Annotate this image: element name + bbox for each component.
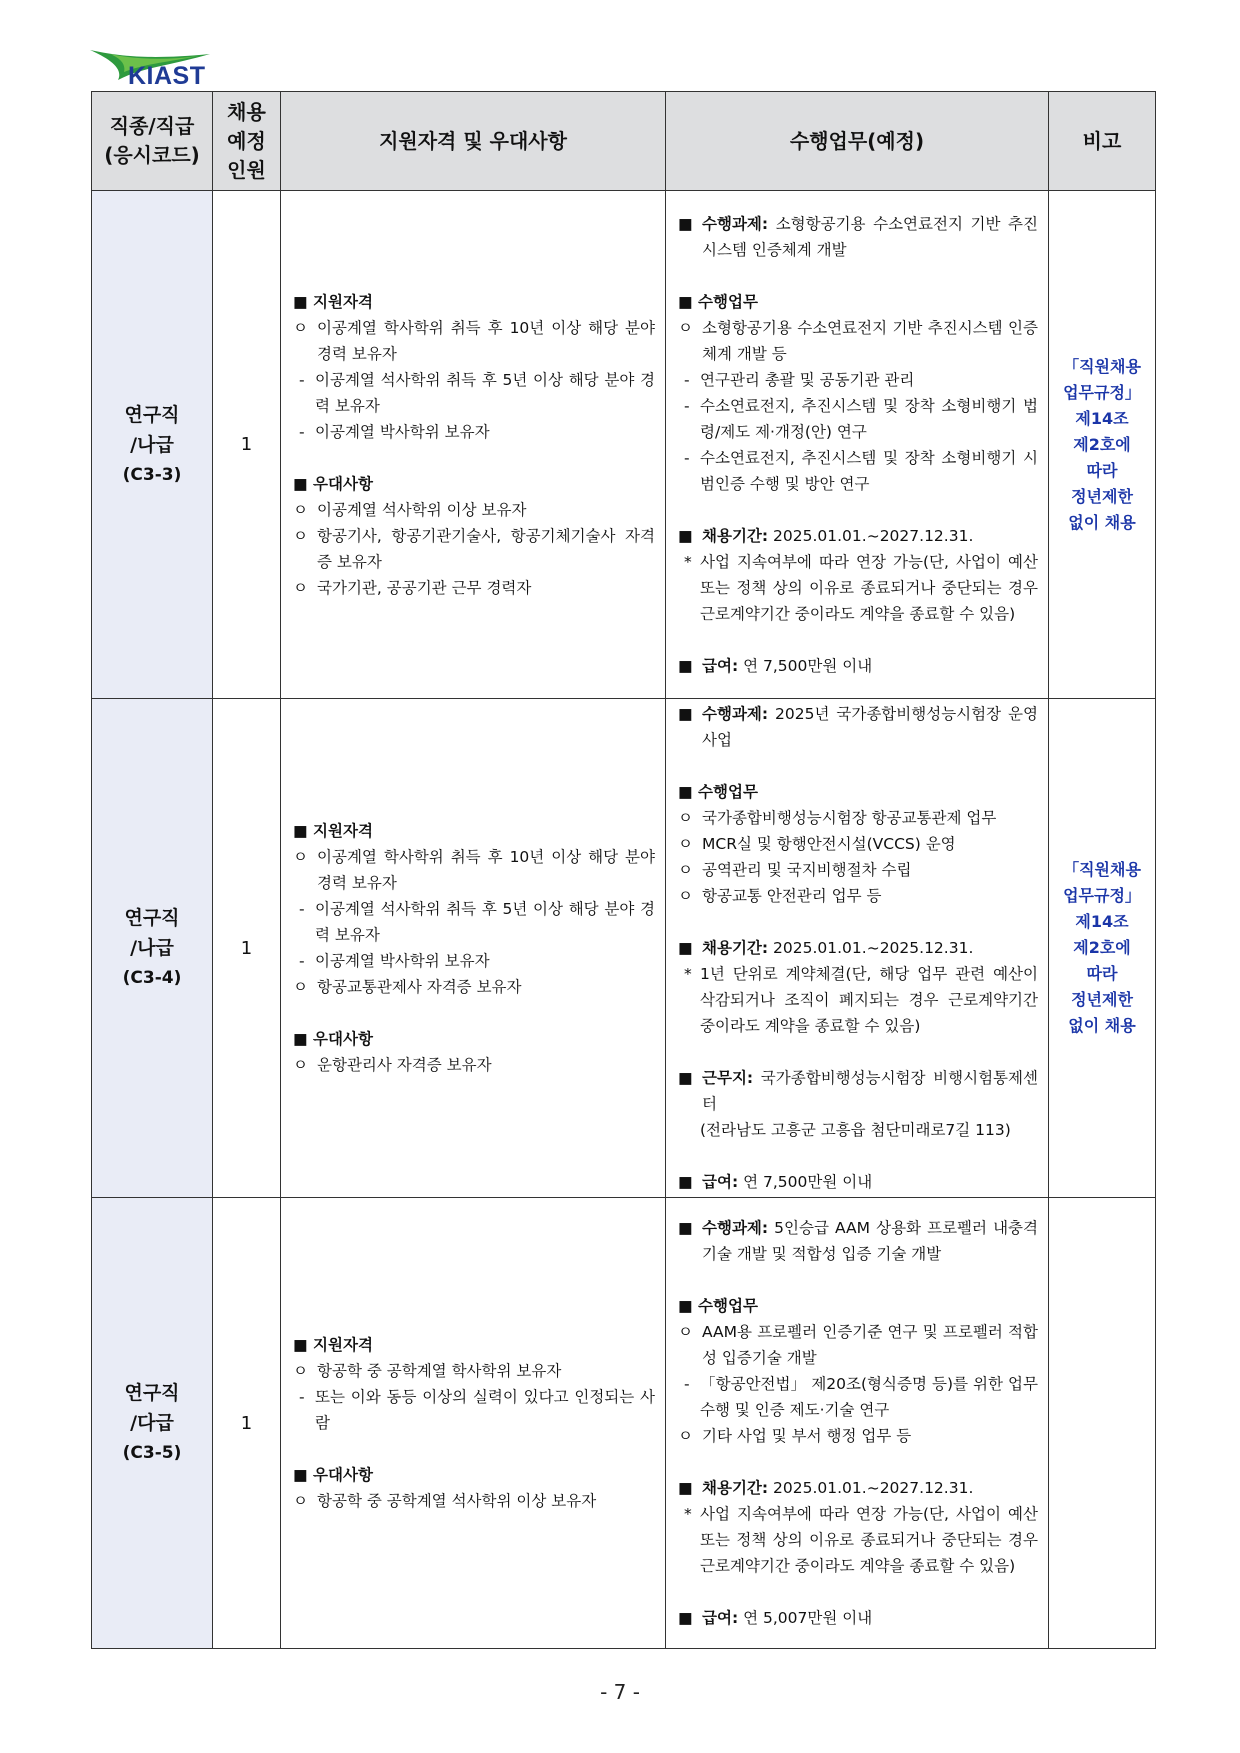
note-line: 「직원채용 — [1063, 356, 1141, 376]
circle-bullet-item — [293, 1052, 655, 1078]
item-text: 「항공안전법」 제20조(형식증명 등)를 위한 업무수행 및 인증 제도·기술 연구 — [700, 1375, 1038, 1419]
spacer — [678, 1449, 1038, 1475]
spacer — [678, 1143, 1038, 1169]
dash-item — [678, 393, 1038, 445]
square-bullet-icon: ■ — [678, 214, 693, 233]
section-heading — [293, 471, 655, 497]
dash-item — [293, 367, 655, 419]
header-note: 비고 — [1049, 92, 1156, 191]
section-heading — [678, 779, 1038, 805]
item-text: 운항관리사 자격증 보유자 — [317, 1056, 492, 1074]
item-label: 수행과제: — [702, 1219, 769, 1237]
hire-count: 1 — [213, 699, 281, 1198]
labeled-item — [678, 1605, 1038, 1631]
header-tasks: 수행업무(예정) — [666, 92, 1049, 191]
item-label: 수행과제: — [702, 214, 769, 233]
note-line: 정년제한 — [1071, 486, 1133, 506]
section-heading-text: ■ 지원자격 — [293, 822, 373, 840]
section-heading — [293, 818, 655, 844]
job-grade: /나급 — [130, 433, 174, 456]
dash-bullet-icon: - — [684, 448, 690, 467]
logo-text: KIAST — [128, 62, 206, 90]
job-grade: /나급 — [130, 937, 174, 959]
dash-bullet-icon: - — [299, 370, 305, 389]
spacer — [293, 445, 655, 471]
section-heading-text: ■ 수행업무 — [678, 292, 758, 311]
item-text: 항공학 중 공학계열 학사학위 보유자 — [317, 1362, 562, 1380]
square-bullet-icon: ■ — [678, 1479, 693, 1497]
item-text: 이공계열 박사학위 보유자 — [315, 422, 490, 441]
circle-bullet-item — [293, 844, 655, 896]
asterisk-icon: * — [684, 552, 692, 571]
labeled-item — [678, 653, 1038, 679]
spacer — [678, 1039, 1038, 1065]
circle-bullet-icon: ㅇ — [293, 500, 308, 519]
item-text: 항공교통관제사 자격증 보유자 — [317, 978, 522, 996]
labeled-item — [678, 1065, 1038, 1117]
item-label: 채용기간: — [702, 939, 769, 957]
item-text: 이공계열 박사학위 보유자 — [315, 952, 490, 970]
header-qualification: 지원자격 및 우대사항 — [281, 92, 666, 191]
labeled-item — [678, 701, 1038, 753]
item-text: 1년 단위로 계약체결(단, 해당 업무 관련 예산이 삭감되거나 조직이 폐지되는 경우 근로계약기간 중이라도 계약을 종료할 수 있음) — [700, 965, 1038, 1035]
item-label: 급여: — [702, 1609, 739, 1627]
item-text: 수소연료전지, 추진시스템 및 장착 소형비행기 법령/제도 제·개정(안) 연구 — [700, 396, 1038, 441]
square-bullet-icon: ■ — [678, 1219, 693, 1237]
square-bullet-icon: ■ — [678, 1173, 693, 1191]
circle-bullet-icon: ㅇ — [678, 1323, 693, 1341]
item-label: 급여: — [702, 1173, 739, 1191]
item-text: 국가종합비행성능시험장 항공교통관제 업무 — [702, 809, 997, 827]
asterisk-icon: * — [684, 1505, 692, 1523]
spacer — [678, 753, 1038, 779]
item-text: 이공계열 석사학위 취득 후 5년 이상 해당 분야 경력 보유자 — [315, 900, 655, 944]
section-heading — [293, 1026, 655, 1052]
spacer — [293, 1000, 655, 1026]
item-value: 연 7,500만원 이내 — [743, 1173, 873, 1191]
circle-bullet-icon: ㅇ — [678, 1427, 693, 1445]
note-line: 따라 — [1086, 964, 1118, 983]
circle-bullet-icon: ㅇ — [678, 835, 693, 853]
item-text: 항공교통 안전관리 업무 등 — [702, 887, 882, 905]
section-heading — [293, 1462, 655, 1488]
labeled-item — [678, 211, 1038, 263]
item-label: 급여: — [702, 656, 739, 675]
job-code: (C3-4) — [122, 968, 182, 988]
square-bullet-icon: ■ — [678, 705, 693, 723]
spacer — [678, 909, 1038, 935]
item-label: 채용기간: — [702, 1479, 769, 1497]
job-code: (C3-3) — [122, 464, 182, 485]
spacer — [293, 1436, 655, 1462]
spacer — [678, 1579, 1038, 1605]
item-text: 이공계열 학사학위 취득 후 10년 이상 해당 분야 경력 보유자 — [317, 318, 655, 363]
table-row — [92, 191, 1156, 699]
circle-bullet-icon: ㅇ — [678, 318, 693, 337]
section-heading-text: ■ 우대사항 — [293, 1466, 373, 1484]
section-heading — [678, 289, 1038, 315]
section-heading-text: ■ 우대사항 — [293, 1030, 373, 1048]
job-title: 연구직 — [124, 403, 180, 426]
circle-bullet-icon: ㅇ — [293, 1056, 308, 1074]
asterisk-note — [678, 549, 1038, 627]
circle-bullet-item — [293, 523, 655, 575]
item-text: 이공계열 학사학위 취득 후 10년 이상 해당 분야 경력 보유자 — [317, 848, 655, 892]
section-heading — [293, 1332, 655, 1358]
square-bullet-icon: ■ — [678, 1069, 693, 1087]
task-cell — [666, 191, 1049, 699]
item-label: 근무지: — [702, 1069, 754, 1087]
circle-bullet-item — [678, 805, 1038, 831]
table-header-row — [92, 92, 1156, 191]
note-line: 제14조 — [1075, 408, 1129, 428]
item-value: 연 7,500만원 이내 — [743, 656, 873, 675]
labeled-item — [678, 935, 1038, 961]
qualification-cell — [281, 1198, 666, 1649]
section-heading-text: ■ 수행업무 — [678, 1297, 758, 1315]
circle-bullet-item — [293, 315, 655, 367]
hire-count: 1 — [213, 1198, 281, 1649]
item-value: 2025.01.01.~2025.12.31. — [773, 939, 974, 957]
square-bullet-icon: ■ — [678, 1609, 693, 1627]
item-text: 기타 사업 및 부서 행정 업무 등 — [702, 1427, 912, 1445]
spacer — [678, 1267, 1038, 1293]
job-code: (C3-5) — [122, 1443, 182, 1463]
circle-bullet-item — [678, 857, 1038, 883]
item-text: 공역관리 및 국지비행절차 수립 — [702, 861, 912, 879]
table-row — [92, 699, 1156, 1198]
section-heading-text: ■ 지원자격 — [293, 1336, 373, 1354]
job-title: 연구직 — [124, 907, 180, 929]
item-value: 2025.01.01.~2027.12.31. — [773, 526, 974, 545]
item-text: 이공계열 석사학위 취득 후 5년 이상 해당 분야 경력 보유자 — [315, 370, 655, 415]
circle-bullet-icon: ㅇ — [293, 1492, 308, 1510]
item-text: 사업 지속여부에 따라 연장 가능(단, 사업이 예산 또는 정책 상의 이유로 종료되거나 중단되는 경우 근로계약기간 중이라도 계약을 종료할 수 있음) — [700, 1505, 1038, 1575]
header-count-line1: 채용 — [227, 99, 266, 124]
job-grade: /다급 — [130, 1412, 174, 1434]
labeled-item — [678, 1215, 1038, 1267]
note-cell — [1049, 699, 1156, 1198]
labeled-item — [678, 1169, 1038, 1195]
spacer — [678, 497, 1038, 523]
note-line: 업무규정」 — [1063, 886, 1141, 905]
dash-bullet-icon: - — [684, 1375, 690, 1393]
item-value: 5인승급 AAM 상용화 프로펠러 내충격 기술 개발 및 적합성 입증 기술 개발 — [702, 1219, 1038, 1263]
note-cell — [1049, 1198, 1156, 1649]
note-line: 업무규정」 — [1063, 382, 1141, 402]
note-line: 제14조 — [1075, 912, 1129, 931]
item-text: MCR실 및 항행안전시설(VCCS) 운영 — [702, 835, 956, 853]
task-cell — [666, 699, 1049, 1198]
job-cell — [92, 1198, 213, 1649]
dash-item — [293, 419, 655, 445]
item-value: 2025.01.01.~2027.12.31. — [773, 1479, 974, 1497]
section-heading-text: ■ 지원자격 — [293, 292, 373, 311]
circle-bullet-item — [293, 497, 655, 523]
circle-bullet-item — [293, 1488, 655, 1514]
item-text: 항공학 중 공학계열 석사학위 이상 보유자 — [317, 1492, 597, 1510]
circle-bullet-item — [293, 974, 655, 1000]
recruitment-table — [91, 91, 1156, 1649]
item-text: 국가기관, 공공기관 근무 경력자 — [317, 578, 532, 597]
job-cell — [92, 191, 213, 699]
note-line: 정년제한 — [1071, 990, 1133, 1009]
item-text: 소형항공기용 수소연료전지 기반 추진시스템 인증체계 개발 등 — [702, 318, 1038, 363]
circle-bullet-icon: ㅇ — [678, 809, 693, 827]
header-count — [213, 92, 281, 191]
item-text: 이공계열 석사학위 이상 보유자 — [317, 500, 527, 519]
header-job-line1: 직종/직급 — [109, 114, 195, 138]
circle-bullet-item — [678, 1423, 1038, 1449]
section-heading-text: ■ 수행업무 — [678, 783, 758, 801]
square-bullet-icon: ■ — [678, 656, 693, 675]
task-cell — [666, 1198, 1049, 1649]
item-label: 채용기간: — [702, 526, 769, 545]
job-cell — [92, 699, 213, 1198]
note-line: 제2호에 — [1073, 434, 1131, 454]
labeled-item — [678, 523, 1038, 549]
header-job — [92, 92, 213, 191]
note-line: 제2호에 — [1073, 938, 1131, 957]
note-cell — [1049, 191, 1156, 699]
item-value: (전라남도 고흥군 고흥읍 첨단미래로7길 113) — [700, 1121, 1011, 1139]
circle-bullet-icon: ㅇ — [293, 526, 308, 545]
header-count-line3: 인원 — [227, 157, 266, 182]
header-job-line2: (응시코드) — [104, 143, 200, 167]
item-value: 소형항공기용 수소연료전지 기반 추진시스템 인증체계 개발 — [702, 214, 1038, 259]
circle-bullet-item — [678, 1319, 1038, 1371]
dash-bullet-icon: - — [299, 422, 305, 441]
circle-bullet-item — [293, 575, 655, 601]
qualification-cell — [281, 191, 666, 699]
circle-bullet-icon: ㅇ — [678, 861, 693, 879]
circle-bullet-icon: ㅇ — [293, 578, 308, 597]
qualification-cell — [281, 699, 666, 1198]
item-text: 수소연료전지, 추진시스템 및 장착 소형비행기 시범인증 수행 및 방안 연구 — [700, 448, 1038, 493]
circle-bullet-item — [678, 831, 1038, 857]
dash-bullet-icon: - — [299, 952, 305, 970]
item-text: 항공기사, 항공기관기술사, 항공기체기술사 자격증 보유자 — [317, 526, 655, 571]
spacer — [678, 627, 1038, 653]
page-number: - 7 - — [600, 1680, 640, 1704]
circle-bullet-item — [678, 883, 1038, 909]
dash-item — [678, 445, 1038, 497]
dash-item — [293, 948, 655, 974]
dash-item — [678, 367, 1038, 393]
plain-line — [678, 1117, 1038, 1143]
item-value: 연 5,007만원 이내 — [743, 1609, 873, 1627]
circle-bullet-icon: ㅇ — [293, 848, 308, 866]
dash-bullet-icon: - — [684, 370, 690, 389]
dash-bullet-icon: - — [684, 396, 690, 415]
section-heading — [678, 1293, 1038, 1319]
circle-bullet-icon: ㅇ — [293, 318, 308, 337]
asterisk-note — [678, 961, 1038, 1039]
item-text: 연구관리 총괄 및 공동기관 관리 — [700, 370, 915, 389]
section-heading — [293, 289, 655, 315]
item-value: 국가종합비행성능시험장 비행시험통제센터 — [702, 1069, 1038, 1113]
dash-item — [293, 1384, 655, 1436]
table-row — [92, 1198, 1156, 1649]
circle-bullet-icon: ㅇ — [293, 978, 308, 996]
square-bullet-icon: ■ — [678, 526, 693, 545]
asterisk-note — [678, 1501, 1038, 1579]
circle-bullet-item — [293, 1358, 655, 1384]
item-text: AAM용 프로펠러 인증기준 연구 및 프로펠러 적합성 입증기술 개발 — [702, 1323, 1038, 1367]
note-line: 없이 채용 — [1068, 512, 1136, 532]
note-line: 따라 — [1086, 460, 1118, 480]
labeled-item — [678, 1475, 1038, 1501]
note-line: 없이 채용 — [1068, 1016, 1136, 1035]
dash-bullet-icon: - — [299, 1388, 305, 1406]
circle-bullet-item — [678, 315, 1038, 367]
item-text: 또는 이와 동등 이상의 실력이 있다고 인정되는 사람 — [315, 1388, 655, 1432]
dash-bullet-icon: - — [299, 900, 305, 918]
circle-bullet-icon: ㅇ — [293, 1362, 308, 1380]
spacer — [678, 263, 1038, 289]
square-bullet-icon: ■ — [678, 939, 693, 957]
section-heading-text: ■ 우대사항 — [293, 474, 373, 493]
item-value: 2025년 국가종합비행성능시험장 운영사업 — [702, 705, 1038, 749]
job-title: 연구직 — [124, 1382, 180, 1404]
circle-bullet-icon: ㅇ — [678, 887, 693, 905]
header-count-line2: 예정 — [227, 128, 266, 153]
dash-item — [293, 896, 655, 948]
item-text: 사업 지속여부에 따라 연장 가능(단, 사업이 예산 또는 정책 상의 이유로 종료되거나 중단되는 경우 근로계약기간 중이라도 계약을 종료할 수 있음) — [700, 552, 1038, 623]
hire-count: 1 — [213, 191, 281, 699]
asterisk-icon: * — [684, 965, 692, 983]
dash-item — [678, 1371, 1038, 1423]
item-label: 수행과제: — [702, 705, 769, 723]
note-line: 「직원채용 — [1063, 860, 1141, 879]
